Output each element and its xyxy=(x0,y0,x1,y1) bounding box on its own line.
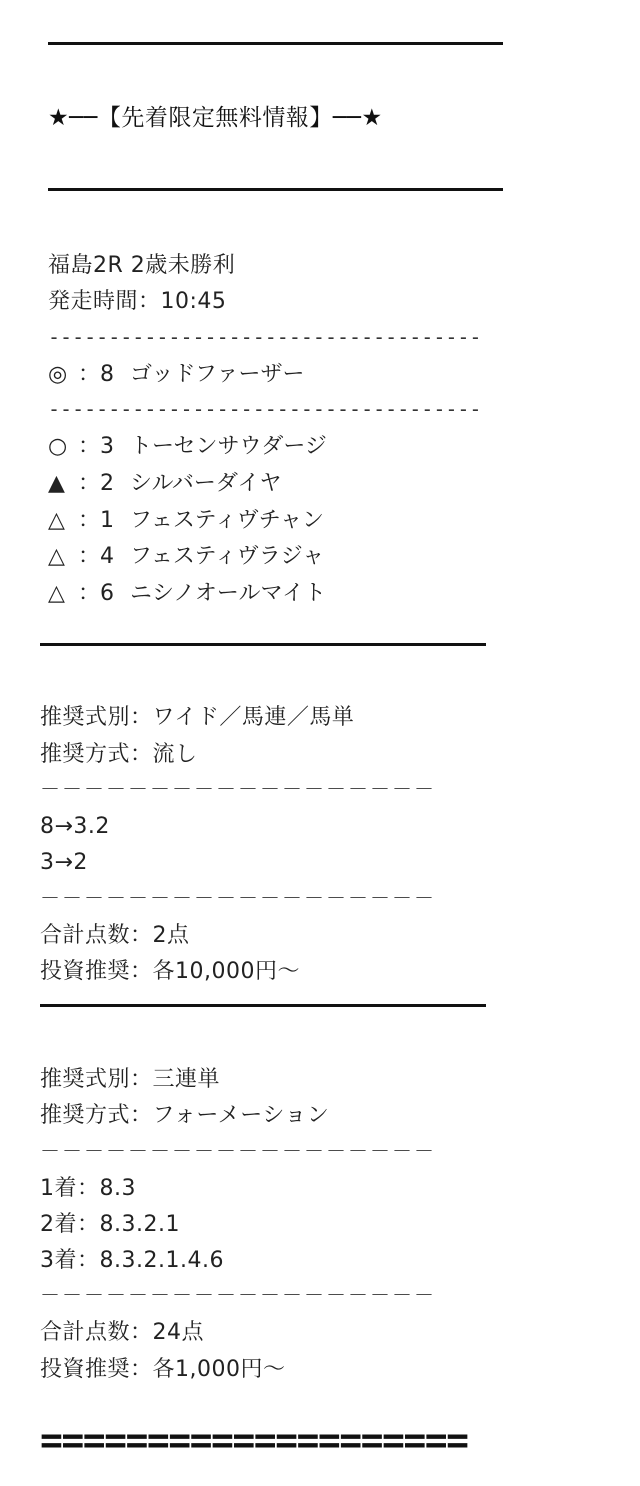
pick-horse: ゴッドファーザー xyxy=(130,362,305,387)
pick-number: ：2 xyxy=(78,471,114,496)
pick-mark: ○ xyxy=(48,434,68,459)
bet2-line: 2着：8.3.2.1 xyxy=(40,1212,180,1237)
pick-row xyxy=(48,543,324,571)
banner-divider xyxy=(48,188,503,191)
pick-number: ：1 xyxy=(78,508,114,533)
pick-mark: △ xyxy=(48,508,65,533)
banner-title: ★──【先着限定無料情報】──★ xyxy=(48,105,383,131)
bet1-type: 推奨式別：ワイド／馬連／馬単 xyxy=(40,705,355,730)
pick-horse: シルバーダイヤ xyxy=(130,471,282,496)
dashed-separator: ------------------------------------ xyxy=(48,325,482,349)
dashed-separator: ------------------------------------ xyxy=(48,397,482,421)
bet2-stake: 投資推奨：各1,000円～ xyxy=(40,1357,286,1382)
bet2-line: 1着：8.3 xyxy=(40,1176,136,1201)
pick-mark: △ xyxy=(48,581,65,606)
pick-number: ：8 xyxy=(78,362,114,387)
pick-number: ：3 xyxy=(78,434,114,459)
dash-separator: －－－－－－－－－－－－－－－－－－ xyxy=(40,1283,436,1307)
bet1-method: 推奨方式：流し xyxy=(40,742,198,767)
bet1-total: 合計点数：2点 xyxy=(40,923,190,948)
pick-number: ：6 xyxy=(78,581,114,606)
pick-horse: フェスティヴラジャ xyxy=(130,544,325,569)
bottom-equals-divider: ==================== xyxy=(40,1418,468,1462)
bet1-line: 8→3.2 xyxy=(40,814,110,839)
pick-mark: ▲ xyxy=(48,471,65,496)
pick-mark: ◎ xyxy=(48,362,68,387)
section-divider xyxy=(40,1004,486,1007)
pick-row xyxy=(48,507,324,535)
section-divider xyxy=(40,643,486,646)
pick-row xyxy=(48,433,327,461)
bet1-line: 3→2 xyxy=(40,850,88,875)
pick-row xyxy=(48,470,281,498)
main-pick xyxy=(48,361,304,389)
bet2-total: 合計点数：24点 xyxy=(40,1320,204,1345)
dash-separator: －－－－－－－－－－－－－－－－－－ xyxy=(40,1139,436,1163)
pick-mark: △ xyxy=(48,544,65,569)
pick-horse: フェスティヴチャン xyxy=(130,508,325,533)
top-divider xyxy=(48,42,503,45)
race-name: 福島2R 2歳未勝利 xyxy=(48,253,236,278)
pick-horse: ニシノオールマイト xyxy=(130,581,327,606)
bet1-stake: 投資推奨：各10,000円～ xyxy=(40,959,300,984)
dash-separator: －－－－－－－－－－－－－－－－－－ xyxy=(40,886,436,910)
dash-separator: －－－－－－－－－－－－－－－－－－ xyxy=(40,777,436,801)
bet2-type: 推奨式別：三連単 xyxy=(40,1067,221,1092)
bet2-method: 推奨方式：フォーメーション xyxy=(40,1103,330,1128)
bet2-line: 3着：8.3.2.1.4.6 xyxy=(40,1248,224,1273)
race-start-time: 発走時間：10:45 xyxy=(48,289,227,314)
pick-horse: トーセンサウダージ xyxy=(130,434,327,459)
pick-number: ：4 xyxy=(78,544,114,569)
pick-row xyxy=(48,580,326,608)
